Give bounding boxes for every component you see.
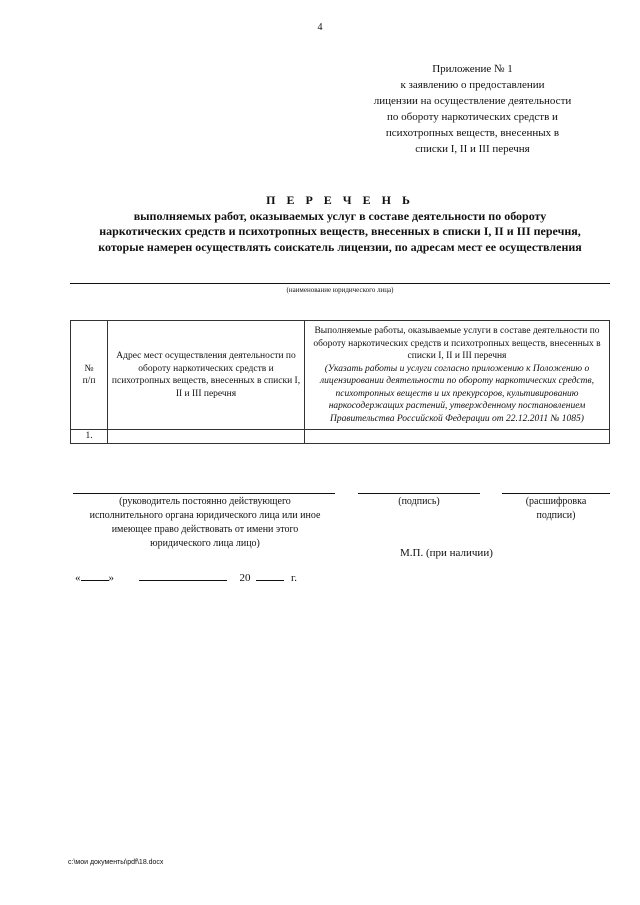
title-line: выполняемых работ, оказываемых услуг в составе деятельности по обороту — [133, 208, 547, 223]
footer-file-path: c:\мои документы\pdf\18.docx — [68, 859, 164, 866]
appendix-line: по обороту наркотических средств и — [387, 111, 558, 123]
day-blank[interactable] — [81, 571, 109, 581]
appendix-line: лицензии на осуществление деятельности — [373, 95, 572, 107]
column-works-note: (Указать работы и услуги согласно приложению к Положению о лицензировании деятельности по обороту наркотических средств, психотропных веществ и их прекурсоров, культивированию наркосодержащих растений, утвержденному постановлением Правительства Российской Федерации от 22.12.2011 № 1085) — [320, 363, 594, 424]
stamp-note: М.П. (при наличии) — [400, 547, 493, 559]
signature-caption: (подпись) — [398, 496, 440, 507]
date-line — [75, 571, 297, 584]
page-number: 4 — [317, 22, 323, 33]
head-caption: (руководитель постоянно действующего исполнительного органа юридического лица или иное имеющее право действовать от имени этого юридического лица лицо) — [89, 496, 321, 549]
appendix-line: списки I, II и III перечня — [415, 143, 530, 155]
table-header-row — [71, 321, 610, 430]
table-row — [71, 430, 610, 444]
column-number-label: № п/п — [82, 363, 96, 386]
appendix-line: психотропных веществ, внесенных в — [385, 127, 560, 139]
century-text: 20 — [239, 572, 251, 584]
entity-name-caption: (наименование юридического лица) — [286, 286, 394, 294]
signature-line[interactable] — [358, 493, 480, 494]
entity-name-line[interactable] — [70, 283, 610, 284]
head-signature-line[interactable] — [73, 493, 335, 494]
appendix-line: Приложение № 1 — [432, 63, 513, 75]
title-line: наркотических средств и психотропных веществ, внесенных в списки I, II и III перечня, — [99, 224, 581, 238]
year-blank[interactable] — [256, 571, 284, 581]
appendix-heading — [350, 61, 595, 157]
column-header-works — [305, 321, 610, 430]
column-header-number — [71, 321, 108, 430]
column-works-label: Выполняемые работы, оказываемые услуги в составе деятельности по обороту наркотических средств и психотропных веществ, внесенных в списки I, II и III перечня — [313, 326, 601, 361]
date-open-quote: « — [75, 572, 81, 584]
year-suffix: г. — [291, 572, 298, 584]
decoding-caption: (расшифровка подписи) — [525, 496, 587, 521]
works-table — [70, 320, 610, 444]
row-address-cell[interactable] — [108, 430, 305, 444]
month-blank[interactable] — [139, 571, 227, 581]
appendix-line: к заявлению о предоставлении — [400, 79, 545, 91]
title-heading: П Е Р Е Ч Е Н Ь — [266, 193, 414, 207]
row-number: 1. — [71, 430, 108, 444]
decoding-line[interactable] — [502, 493, 610, 494]
title-line: которые намерен осуществлять соискатель лицензии, по адресам мест ее осуществления — [98, 239, 582, 254]
document-title — [60, 193, 620, 255]
column-address-label: Адрес мест осуществления деятельности по обороту наркотических средств и психотропных веществ, внесенных в списки I, II и III перечня — [111, 351, 301, 399]
date-close-quote: » — [108, 572, 114, 584]
row-works-cell[interactable] — [305, 430, 610, 444]
column-header-address — [108, 321, 305, 430]
